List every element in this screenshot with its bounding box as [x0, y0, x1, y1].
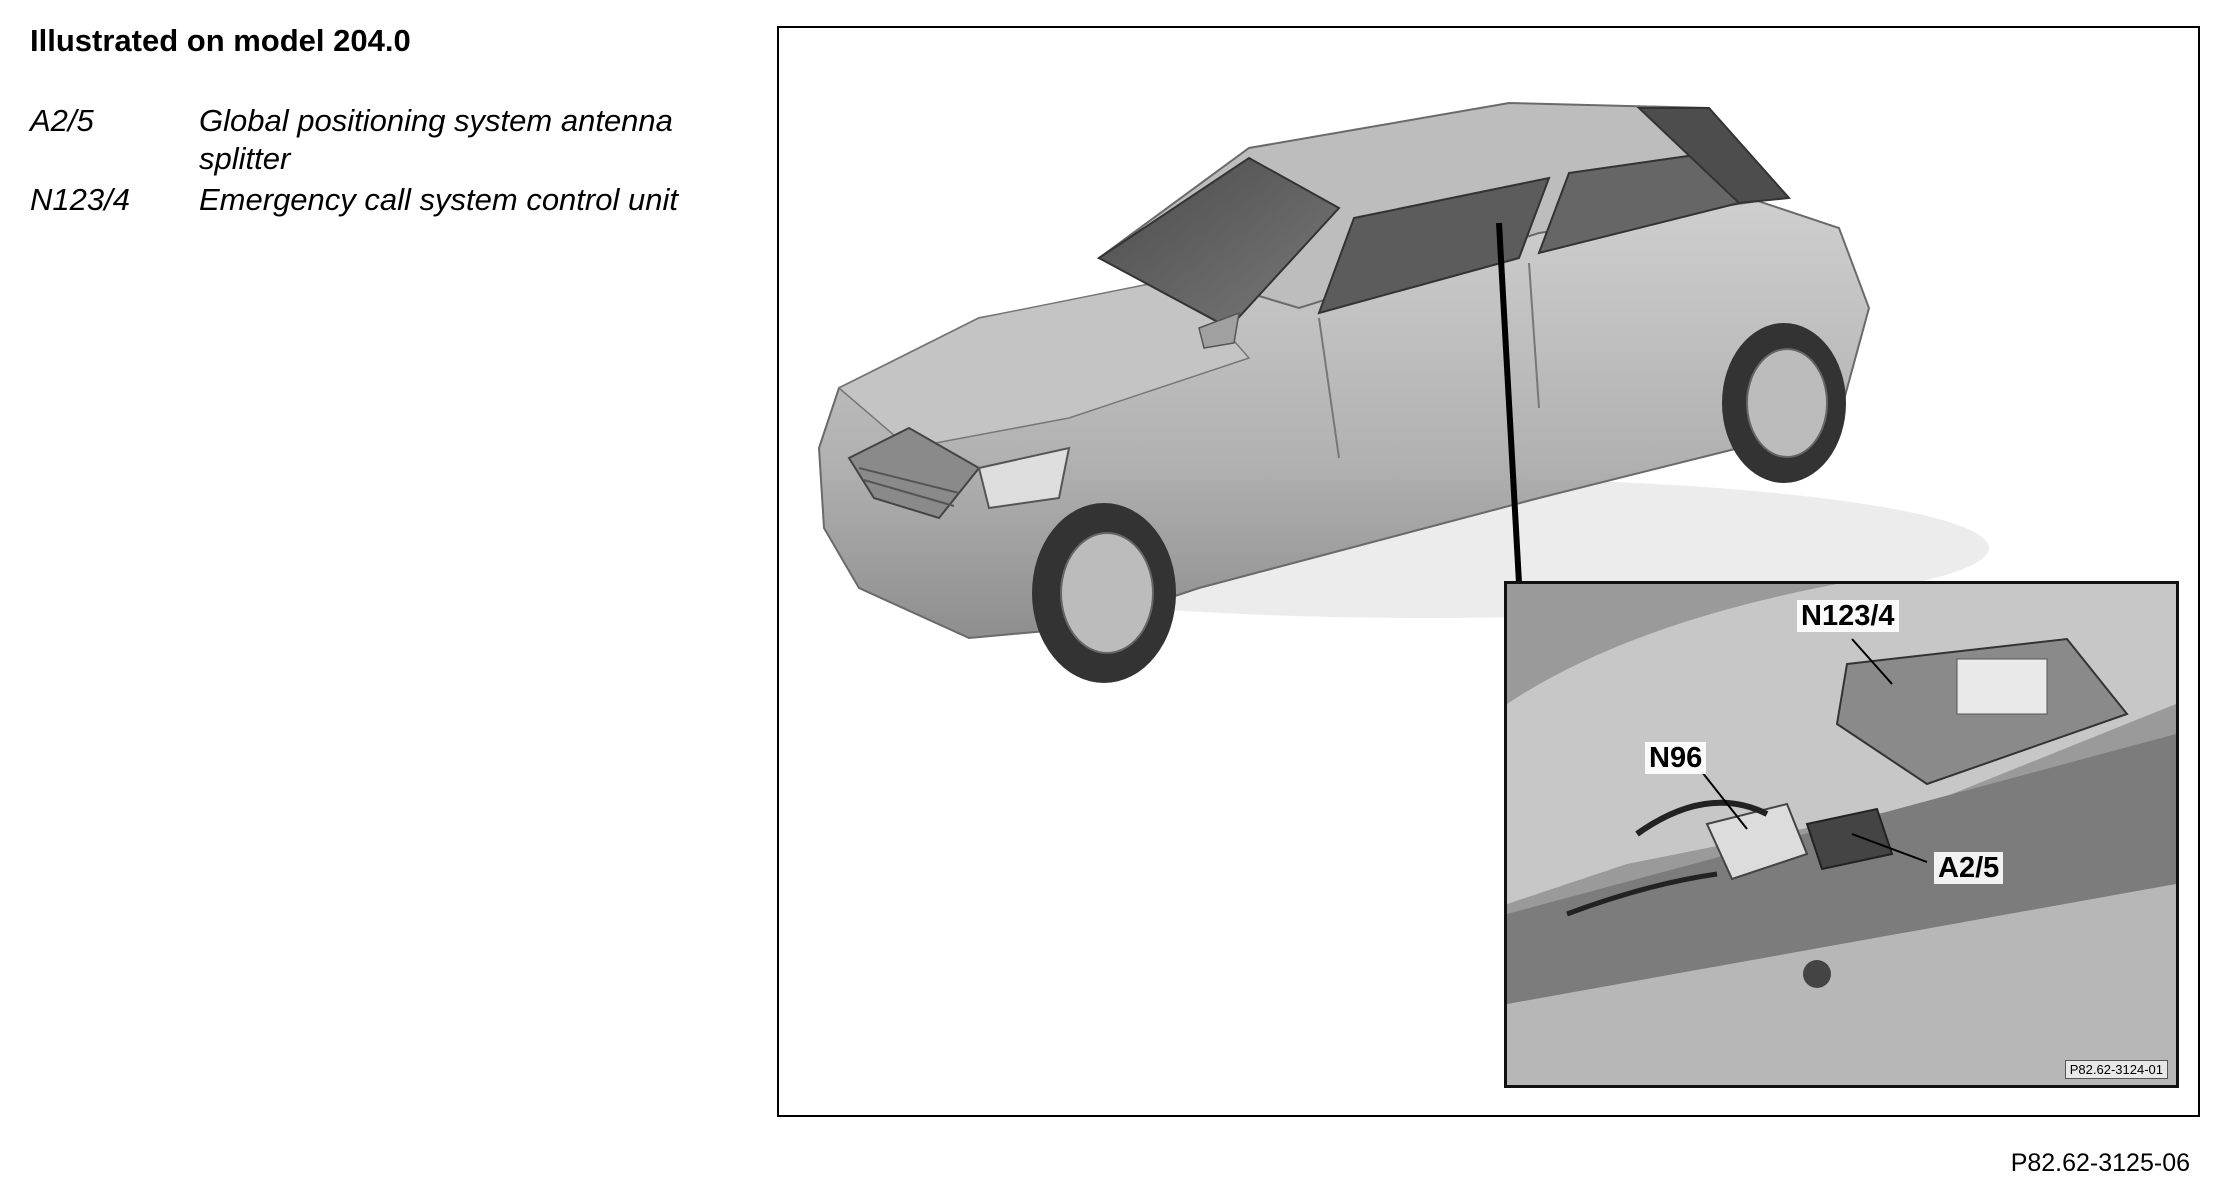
illustration-frame [777, 26, 2200, 1117]
legend-item [30, 102, 730, 178]
figure-reference: P82.62-3125-06 [2010, 1149, 2190, 1177]
callout-n96: N96 [1645, 742, 1706, 774]
page-heading: Illustrated on model 204.0 [30, 23, 411, 58]
legend-code: A2/5 [30, 103, 94, 138]
photo-reference: P82.62-3124-01 [2065, 1060, 2168, 1079]
legend-item [30, 181, 730, 219]
legend-description: Emergency call system control unit [199, 182, 678, 217]
detail-photo [1504, 581, 2179, 1088]
callout-a2-5: A2/5 [1934, 852, 2003, 884]
component-legend [30, 102, 730, 222]
trunk-photo [1507, 584, 2176, 1085]
legend-code: N123/4 [30, 182, 130, 217]
legend-description: Global positioning system antenna splitter [199, 103, 673, 176]
callout-n123-4: N123/4 [1797, 600, 1899, 632]
